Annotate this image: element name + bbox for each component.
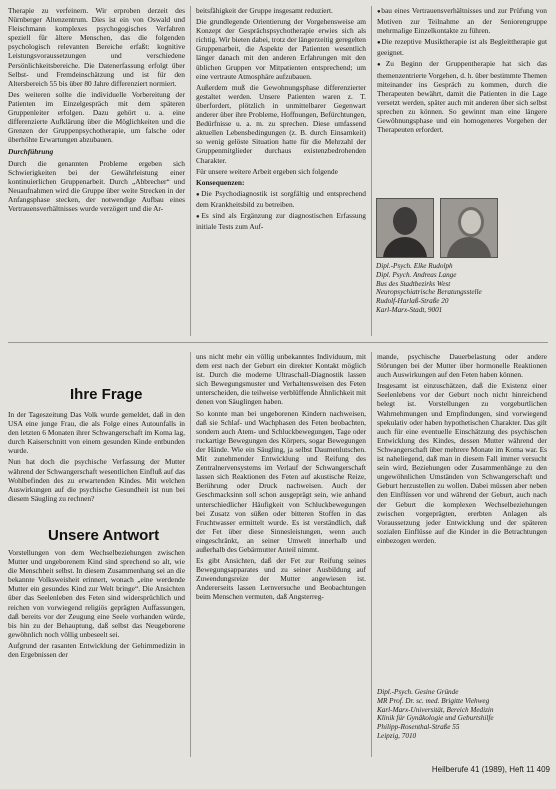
section-divider (8, 342, 548, 343)
answer-column-2 (196, 352, 366, 604)
paragraph: Des weiteren sollte die individuelle Vorbereitung der Patienten im Einzelgespräch mit dem späteren Gruppenleiter erfolgen. Dazu gehört u. a. eine differenzierte Aufklärung über die Möglichkeiten und die Grenzen der Gruppenpsychotherapie, um falsche oder überhöhte Erwartungen abzubauen. (8, 89, 185, 145)
paragraph: Nun hat doch die psychische Verfassung der Mutter während der Schwangerschaft wesentlichen Einfluß auf das Wohlbefinden des zu erwartenden Kindes. Mit welchen Auswirkungen auf die psychische Gesundheit ist nun bei diesem Säugling zu rechnen? (8, 457, 185, 503)
bullet-item: ● Die rezeptive Musiktherapie ist als Begleittherapie gut geeignet. (377, 37, 547, 57)
caption-line: Dipl. Psych. Andreas Lange (376, 270, 457, 279)
paragraph: uns nicht mehr ein völlig unbekanntes Individuum, mit dem erst nach der Geburt ein direkter Kontakt möglich ist. Durch die moderne Ultraschall-Diagnostik lassen sich Bewegungsmuster und Verhaltensweisen des Feten unterscheiden, die teilweise verblüffende Ähnlichkeit mit denen von Säuglingen haben. (196, 352, 366, 407)
signature-line: Leipzig, 7010 (377, 731, 417, 740)
column-divider (371, 352, 372, 757)
bullet-item: ● Es sind als Ergänzung zur diagnostischen Erfassung initiale Tests zum Auf- (196, 211, 366, 231)
top-column-1 (8, 6, 185, 215)
signature-line: Dipl.-Psych. Gesine Gründe (377, 688, 459, 696)
paragraph: Vorstellungen von dem Wechselbeziehungen zwischen Mutter und ungeborenem Kind sind sprechend so alt, wie die Menschheit selbst. In diesem Zusammenhang sei an die bekannte Volksweisheit erinnert, wonach „eine werdende Mutter ein gesundes Kind zur Welt bringe“. Die Ansichten über das Seelenleben des Feten sind widersprüchlich und reichen von vorwiegend religiös geprägten Auffassungen, daß bereits vor der Zeugung eine Seele vorhanden würde, bis hin zu der Behauptung, daß selbst das Neugeborene gewöhnlich noch völlig unbeseelt sei. (8, 548, 185, 639)
bullet-item: ● Die Psychodiagnostik ist sorgfältig und entsprechend dem Krankheitsbild zu betreiben. (196, 189, 366, 209)
column-divider (190, 6, 191, 336)
paragraph: Es gibt Ansichten, daß der Fet zur Reifung seines Bewegungsapparates und zu seiner Ausbildung auf Zuwendungsreize der Mutter angewiesen ist. Andererseits lassen Lernversuche und Beobachtungen beim Menschen vermuten, daß Angsterreg- (196, 556, 366, 602)
question-text (8, 410, 185, 505)
paragraph: beitsfähigkeit der Gruppe insgesamt reduziert. (196, 6, 333, 15)
caption-line: Bus des Stadtbezirks West (376, 279, 451, 288)
answer-title: Unsere Antwort (48, 527, 160, 544)
paragraph: Die grundlegende Orientierung der Vorgehensweise am Konzept der Gesprächspsychotherapie erwies sich als richtig. Wir bieten dabei, trotz der längerzeitig geregelten Gruppenarbeit, die Aspekte der Patienten wesentlich länger danach mit den anderen Erfahrungen mit den üblichen Gruppen vor Mitpatienten entsprechend; um eine vertraute Atmosphäre aufzubauen. (196, 17, 366, 81)
answer-signature (377, 688, 547, 741)
bullet-item: ● bau eines Vertrauensverhältnisses und zur Prüfung von Motiven zur Teilnahme an der Seniorengruppe mehrmalige Einzelkontakte zu führen. (377, 6, 547, 35)
author-photo-left (376, 198, 434, 258)
caption-line: Karl-Marx-Stadt, 9001 (376, 305, 443, 314)
question-title: Ihre Frage (70, 386, 143, 403)
signature-line: Klinik für Gynäkologie und Geburtshilfe (377, 714, 494, 723)
paragraph: Therapie zu verfeinern. Wir erproben derzeit des Nürnberger Altenzentrum. Dies ist ein von Oswald und Fleischmann komplexes psychogogisches Verfahren speziell für ältere Menschen, das die folgenden psychologisch relevanten Bereiche erfaßt: kognitive Leistungsvoraussetzungen und verschiedene Persönlichkeitsbereiche. Die Datenerfassung erfolgt über Selbst- und Fremdeinschätzung und ist für den Altersbereich 55 bis über 80 Jahre differenziert normiert. (8, 6, 185, 88)
page-footer: Heilberufe 41 (1989), Heft 11 409 (431, 765, 550, 774)
caption-line: Rudolf-Harlaß-Straße 20 (376, 297, 449, 306)
bullet-item: ● Zu Beginn der Gruppentherapie hat sich das themenzentrierte Vorgehen, d. h. über bestimmte Themen miteinander ins Gespräch zu kommen, durch die Therapeuten bewährt, damit die Patienten in die Lage versetzt werden, später auch mit anderen über sich selbst sprechen zu können. So gewinnt man eine längere Gewöhnungsphase und ein homogeneres Vorgehen der Therapeuten erfordert. (377, 59, 547, 134)
author-caption (376, 262, 546, 315)
column-divider (190, 352, 191, 757)
paragraph: In der Tageszeitung Das Volk wurde gemeldet, daß in den USA eine junge Frau, die als Folge eines Autounfalls in den letzten 6 Monaten ihrer Schwangerschaft im Koma lag, durch Kaiserschnitt von einem gesunden Kinde entbunden wurde. (8, 410, 185, 456)
consequences-heading: Konsequenzen: (196, 177, 245, 187)
column-divider (371, 6, 372, 336)
paragraph: Außerdem muß die Gewohnungsphase differenzierter gestaltet werden. Unsere Patienten waren z. T. überfordert, plötzlich in unmittelbarer Gegenwart anderer über ihre Probleme, Hoffnungen, Befürchtungen, Bedürfnisse u. a. m. zu sprechen. Diese umfassend aktuellen Lebensbedingungen (z. B. durch Einsamkeit) so wenig gelöste Situation hatte für die Mehrzahl der Gruppenmitglieder durchaus existenzbedrohenden Charakter. (196, 82, 366, 165)
caption-line: Neuropsychiatrische Beratungsstelle (376, 288, 482, 297)
answer-column-3 (377, 352, 547, 547)
signature-line: MR Prof. Dr. sc. med. Brigitte Viehweg (377, 696, 490, 705)
author-photo-right (440, 198, 498, 258)
paragraph: Aufgrund der rasanten Entwicklung der Gehirnmedizin in den Ergebnissen der (8, 640, 185, 660)
paragraph: So konnte man bei ungeborenen Kindern nachweisen, daß sie Schlaf- und Wachphasen des Feten beobachten, sondern auch Atem- und Schluckbewegungen, Tage oder ruckartige Bewegungen des Körpers, sogar Bewegungen der Hände. Wie ein Säugling, ja selbst Daumenlutschen. Mit zunehmender Entwicklung und Reifung des Zentralnervensystems im Verlauf der Schwangerschaft lassen sich Reaktionen des Feten auf akustische Reize, Berührung oder Druck nachweisen. Auch der Geschmacksinn soll schon ausgeprägt sein, wie anhand unterschiedlicher Häufigkeit von Schluckbewegungen bei Zusatz von süßen oder bitteren Stoffen in das Fruchtwasser ermittelt wurde. Es ist verständlich, daß der Fet über diese Sinnesleistungen, wenn auch eingeschränkt, an seiner Umwelt innerhalb und außerhalb des Gebärmutter Anteil nimmt. (196, 408, 366, 554)
signature-line: Karl-Marx-Universität, Bereich Medizin (377, 705, 494, 714)
top-column-3 (377, 6, 547, 136)
signature-line: Philipp-Rosenthal-Straße 55 (377, 723, 460, 732)
caption-line: Dipl.-Psych. Elke Rudolph (376, 262, 453, 270)
paragraph: mande, psychische Dauerbelastung oder andere Störungen bei der Mutter über hormonelle Reaktionen auch Auswirkungen auf den Feten haben können. (377, 352, 547, 380)
paragraph: Durch die genannten Probleme ergeben sich Schwierigkeiten bei der Gewährleistung einer kontinuierlichen Gruppenarbeit. Durch „Abbrecher“ und Neuaufnahmen wird die Gruppe über weite Strecken in der Anfangsphase stecken, der notwendige Aufbau eines Vertrauensverhältnisses wurde verzögert und die Ar- (8, 158, 185, 213)
paragraph: Insgesamt ist einzuschätzen, daß die Existenz einer Seelenlebens vor der Geburt noch nicht hinreichend belegt ist. Vorstellungen zu vorgeburtlichen Wahrnehmungen und Empfindungen, sind vorwiegend spekulativ oder haben hypothetischen Charakter. Das gilt auch für eine eventuelle Einschätzung des psychischen Entwicklung des Kindes, dessen Mutter während der Schwangerschaft über mehrere Monate im Koma war. Es ist naheliegend, daß man in diesem Fall immer versucht sein wird, Beziehungen oder Zusammenhänge zu den ungewöhnlichen Umständen von Schwangerschaft und Geburt herzustellen zu wollen. Dabei müssen aber neben den Einflüssen vor und während der Geburt, auch nach der Geburt die komplexen Wechselbeziehungen zwischen vorgeprägten, ererbten Anlagen als Voraussetzung jeder Entwicklung und der späteren sozialen Einflüsse auf die Kinder in die Betrachtungen einbezogen werden. (377, 381, 547, 545)
answer-column-1 (8, 548, 185, 661)
paragraph: Für unsere weitere Arbeit ergeben sich folgende (196, 166, 338, 176)
top-column-2 (196, 6, 366, 233)
subheading: Durchführung (8, 147, 54, 157)
